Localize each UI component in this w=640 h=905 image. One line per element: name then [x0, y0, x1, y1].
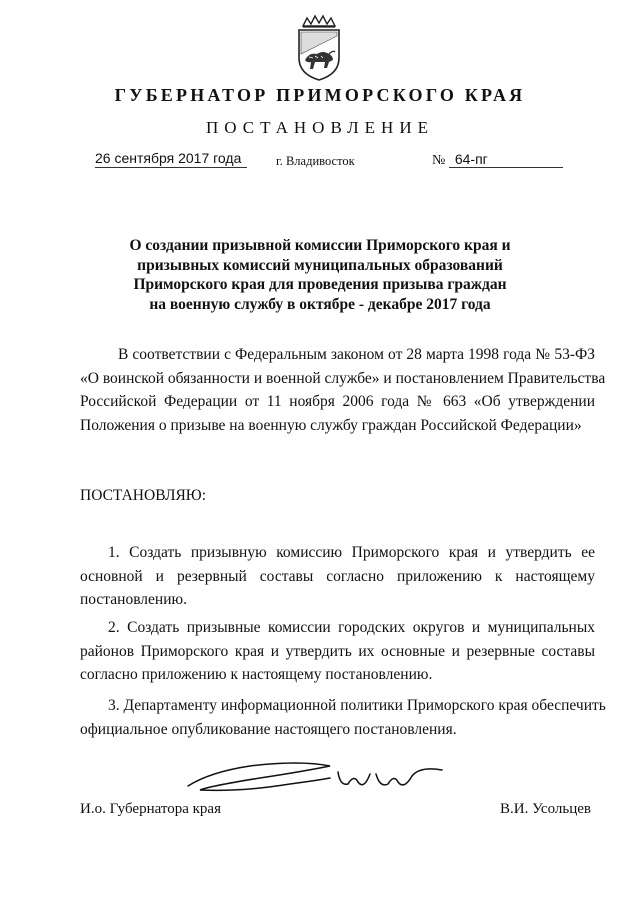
- preamble-paragraph: [80, 343, 606, 437]
- preamble-line: Положения о призыве на военную службу граждан Российской Федерации»: [80, 416, 582, 434]
- decree-item-2: [80, 616, 595, 687]
- decree-word: ПОСТАНОВЛЯЮ:: [80, 487, 207, 504]
- signer-position: И.о. Губернатора края: [80, 801, 221, 817]
- item-line: районов Приморского края и утвердить их основные и резервные составы: [80, 642, 595, 660]
- title-line: призывных комиссий муниципальных образований: [137, 256, 503, 274]
- preamble-line: «О воинской обязанности и военной службе» и постановлением Правительства: [80, 369, 606, 387]
- coat-of-arms-icon: [293, 14, 345, 82]
- item-line: 3. Департаменту информационной политики Приморского края обеспечить: [108, 697, 606, 714]
- item-line: постановлению.: [80, 591, 187, 608]
- item-line: согласно приложению к настоящему постановлению.: [80, 666, 433, 683]
- title-line: О создании призывной комиссии Приморского края и: [129, 237, 511, 254]
- handwritten-signature: [180, 752, 450, 800]
- item-line: официальное опубликование настоящего постановления.: [80, 720, 457, 738]
- title-line: на военную службу в октябре - декабре 2017 года: [149, 295, 491, 313]
- preamble-line: В соответствии с Федеральным законом от 28 марта 1998 года № 53-ФЗ: [118, 346, 595, 363]
- item-line: основной и резервный составы согласно приложению к настоящему: [80, 567, 595, 585]
- item-line: 2. Создать призывные комиссии городских округов и муниципальных: [108, 619, 595, 636]
- signer-name: В.И. Усольцев: [500, 801, 591, 817]
- number-sign: №: [432, 153, 446, 168]
- decree-item-1: [80, 541, 595, 612]
- document-city: г. Владивосток: [276, 154, 355, 168]
- document-date: 26 сентября 2017 года: [95, 150, 247, 168]
- preamble-line: Российской Федерации от 11 ноября 2006 года № 663 «Об утверждении: [80, 393, 595, 410]
- title-line: Приморского края для проведения призыва граждан: [133, 276, 507, 293]
- issuing-authority: ГУБЕРНАТОР ПРИМОРСКОГО КРАЯ: [114, 85, 526, 105]
- document-number: [432, 151, 563, 169]
- decree-item-3: [80, 694, 606, 741]
- document-title: [120, 236, 520, 314]
- item-line: 1. Создать призывную комиссию Приморского края и утвердить ее: [108, 544, 595, 561]
- number-value: 64-пг: [449, 151, 563, 168]
- document-type: ПОСТАНОВЛЕНИЕ: [205, 118, 434, 137]
